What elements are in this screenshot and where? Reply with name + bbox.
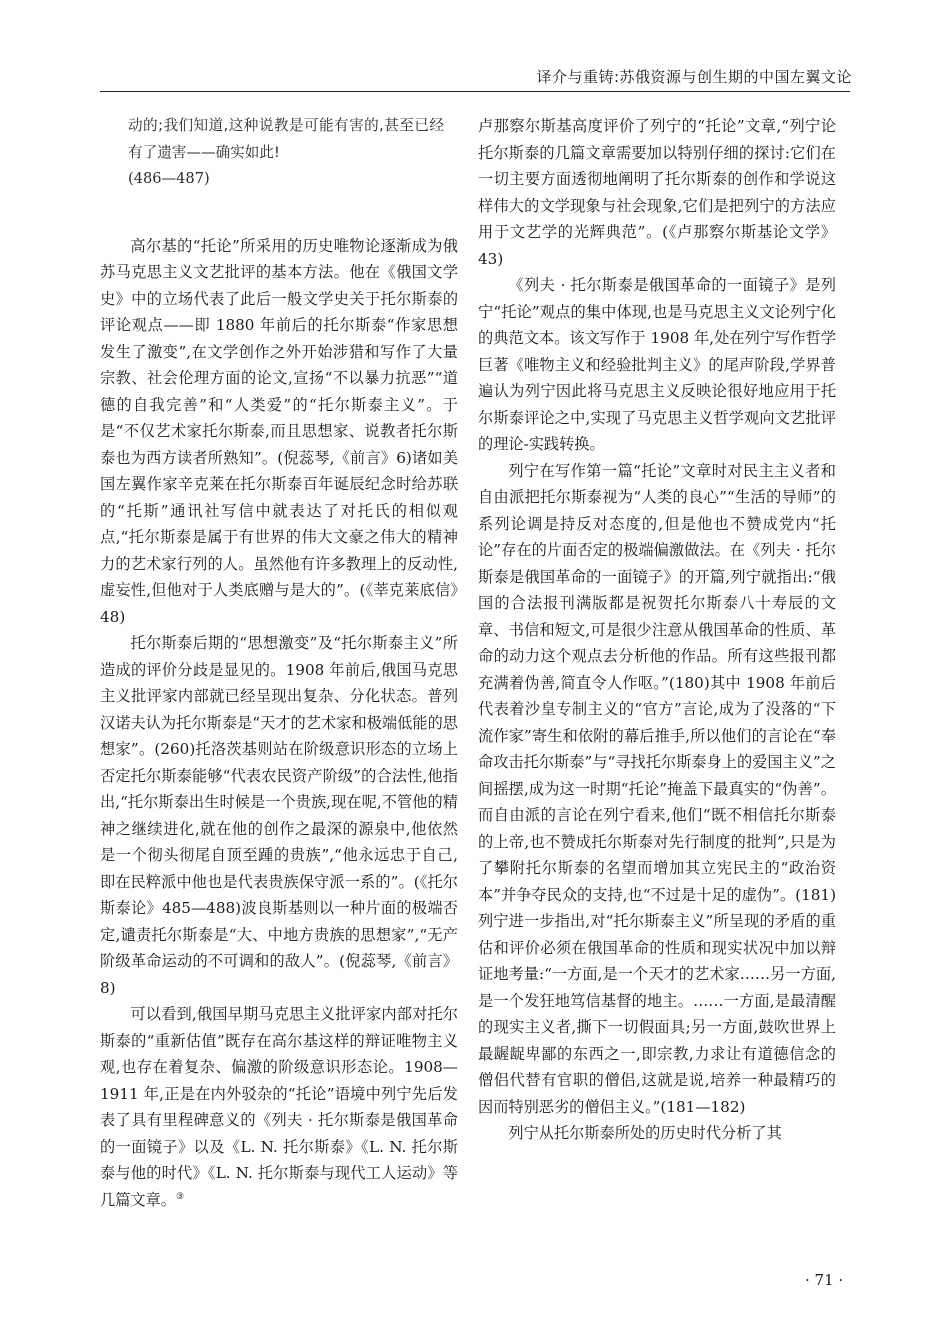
running-head: 译介与重铸:苏俄资源与创生期的中国左翼文论	[536, 68, 852, 86]
block-quote-citation: (486—487)	[128, 170, 210, 187]
paragraph-mirror-article: 《列夫 · 托尔斯泰是俄国革命的一面镜子》是列宁“托论”观点的集中体现,也是马克思主义文论列宁化的典范文本。该文写作于 1908 年,处在列宁写作哲学巨著《唯物主义和经验批判主义》的尾声阶段,学界普遍认为列宁因此将马克思主义反映论很好地应用于托尔斯泰评论之中,实现了马克思主义哲学观向文艺批评的理论-实践转换。	[478, 276, 836, 453]
paragraph-lenin-critique: 列宁在写作第一篇“托论”文章时对民主主义者和自由派把托尔斯泰视为“人类的良心”“生活的导师”的系列论调是持反对态度的,但是他也不赞成党内“托论”存在的片面否定的极端偏激做法。在《列夫 · 托尔斯泰是俄国革命的一面镜子》的开篇,列宁就指出:“俄国的合法报刊满版都是祝贺托尔斯泰八十寿辰的文章、书信和短文,可是很少注意从俄国革命的性质、革命的动力这个观点去分析他的作品。所有这些报刊都充满着伪善,简直令人作呕。”(180)其中 1908 年前后代表着沙皇专制主义的“官方”言论,成为了没落的“下流作家”寄生和依附的幕后推手,所以他们的言论在“奉命攻击托尔斯泰”与“寻找托尔斯泰身上的爱国主义”之间摇摆,成为这一时期“托论”掩盖下最真实的“伪善”。而自由派的言论在列宁看来,他们“既不相信托尔斯泰的上帝,也不赞成托尔斯泰对先行制度的批判”,只是为了攀附托尔斯泰的名望而增加其立宪民主的“政治资本”并争夺民众的支持,也“不过是十足的虚伪”。(181)列宁进一步指出,对“托尔斯泰主义”所呈现的矛盾的重估和评价必须在俄国革命的性质和现实状况中加以辩证地考量:“一方面,是一个天才的艺术家……另一方面,是一个发狂地笃信基督的地主。……一方面,是最清醒的现实主义者,撕下一切假面具;另一方面,鼓吹世界上最龌龊卑鄙的东西之一,即宗教,力求让有道德信念的僧侣代替有官职的僧侣,这就是说,培养一种最精巧的因而特别恶劣的僧侣主义。”(181—182)	[478, 461, 836, 1116]
page-number: · 71 ·	[805, 1271, 844, 1289]
paragraph-lenin-articles-text: 可以看到,俄国早期马克思主义批评家内部对托尔斯泰的“重新估值”既存在高尔基这样的辩证唯物主义观,也存在着复杂、偏激的阶级意识形态论。1908—1911 年,正是在内外驳杂的“托论”语境中列宁先后发表了具有里程碑意义的《列夫 · 托尔斯泰是俄国革命的一面镜子》以及《L. N. 托尔斯泰》《L. N. 托尔斯泰与他的时代》《L. N. 托尔斯泰与现代工人运动》等几篇文章。	[100, 1005, 458, 1209]
footnote-mark[interactable]: ③	[175, 1191, 185, 1202]
left-column	[100, 113, 458, 1213]
paragraph-evaluation-divergence: 托尔斯泰后期的“思想激变”及“托尔斯泰主义”所造成的评价分歧是显见的。1908 年前后,俄国马克思主义批评家内部就已经呈现出复杂、分化状态。普列汉诺夫认为托尔斯泰是“天才的艺术家和极端低能的思想家”。(260)托洛茨基则站在阶级意识形态的立场上否定托尔斯泰能够“代表农民资产阶级”的合法性,他指出,“托尔斯泰出生时候是一个贵族,现在呢,不管他的精神之继续进化,就在他的创作之最深的源泉中,他依然是一个彻头彻尾自顶至踵的贵族”,“他永远忠于自己,即在民粹派中他也是代表贵族保守派一系的”。(《托尔斯泰论》485—488)波良斯基则以一种片面的极端否定,谴责托尔斯泰是“大、中地方贵族的思想家”,“无产阶级革命运动的不可调和的敌人”。(倪蕊琴,《前言》8)	[100, 634, 458, 997]
header-rule	[100, 91, 850, 92]
paragraph-lunacharsky: 卢那察尔斯基高度评价了列宁的“托论”文章,“列宁论托尔斯泰的几篇文章需要加以特别仔细的探讨:它们在一切主要方面透彻地阐明了托尔斯泰的创作和学说这样伟大的文学现象与社会现象,它们是把列宁的方法应用于文艺学的光辉典范”。(《卢那察尔斯基论文学》43)	[478, 117, 836, 268]
paragraph-gorky-method: 高尔基的“托论”所采用的历史唯物论逐渐成为俄苏马克思主义文艺批评的基本方法。他在《俄国文学史》中的立场代表了此后一般文学史关于托尔斯泰的评论观点——即 1880 年前后的托尔斯泰“作家思想发生了激变”,在文学创作之外开始涉猎和写作了大量宗教、社会伦理方面的论文,宣扬“不以暴力抗恶”“道德的自我完善”和“人类爱”的“托尔斯泰主义”。于是“不仅艺术家托尔斯泰,而且思想家、说教者托尔斯泰也为西方读者所熟知”。(倪蕊琴,《前言》6)诸如美国左翼作家辛克莱在托尔斯泰百年诞辰纪念时给苏联的“托斯”通讯社写信中就表达了对托氏的相似观点,“托尔斯泰是属于有世界的伟大文豪之伟大的精神力的艺术家行列的人。虽然他有许多教理上的反动性,虚妄性,但他对于人类底赠与是大的”。(《莘克莱底信》48)	[100, 236, 458, 626]
spacer	[100, 193, 458, 233]
block-quote	[100, 113, 458, 193]
paragraph-lenin-articles	[100, 1001, 458, 1213]
block-quote-text: 动的;我们知道,这种说教是可能有害的,甚至已经有了遗害——确实如此!	[128, 117, 444, 161]
paragraph-historical-analysis: 列宁从托尔斯泰所处的历史时代分析了其	[508, 1124, 782, 1142]
right-column	[478, 113, 836, 1147]
